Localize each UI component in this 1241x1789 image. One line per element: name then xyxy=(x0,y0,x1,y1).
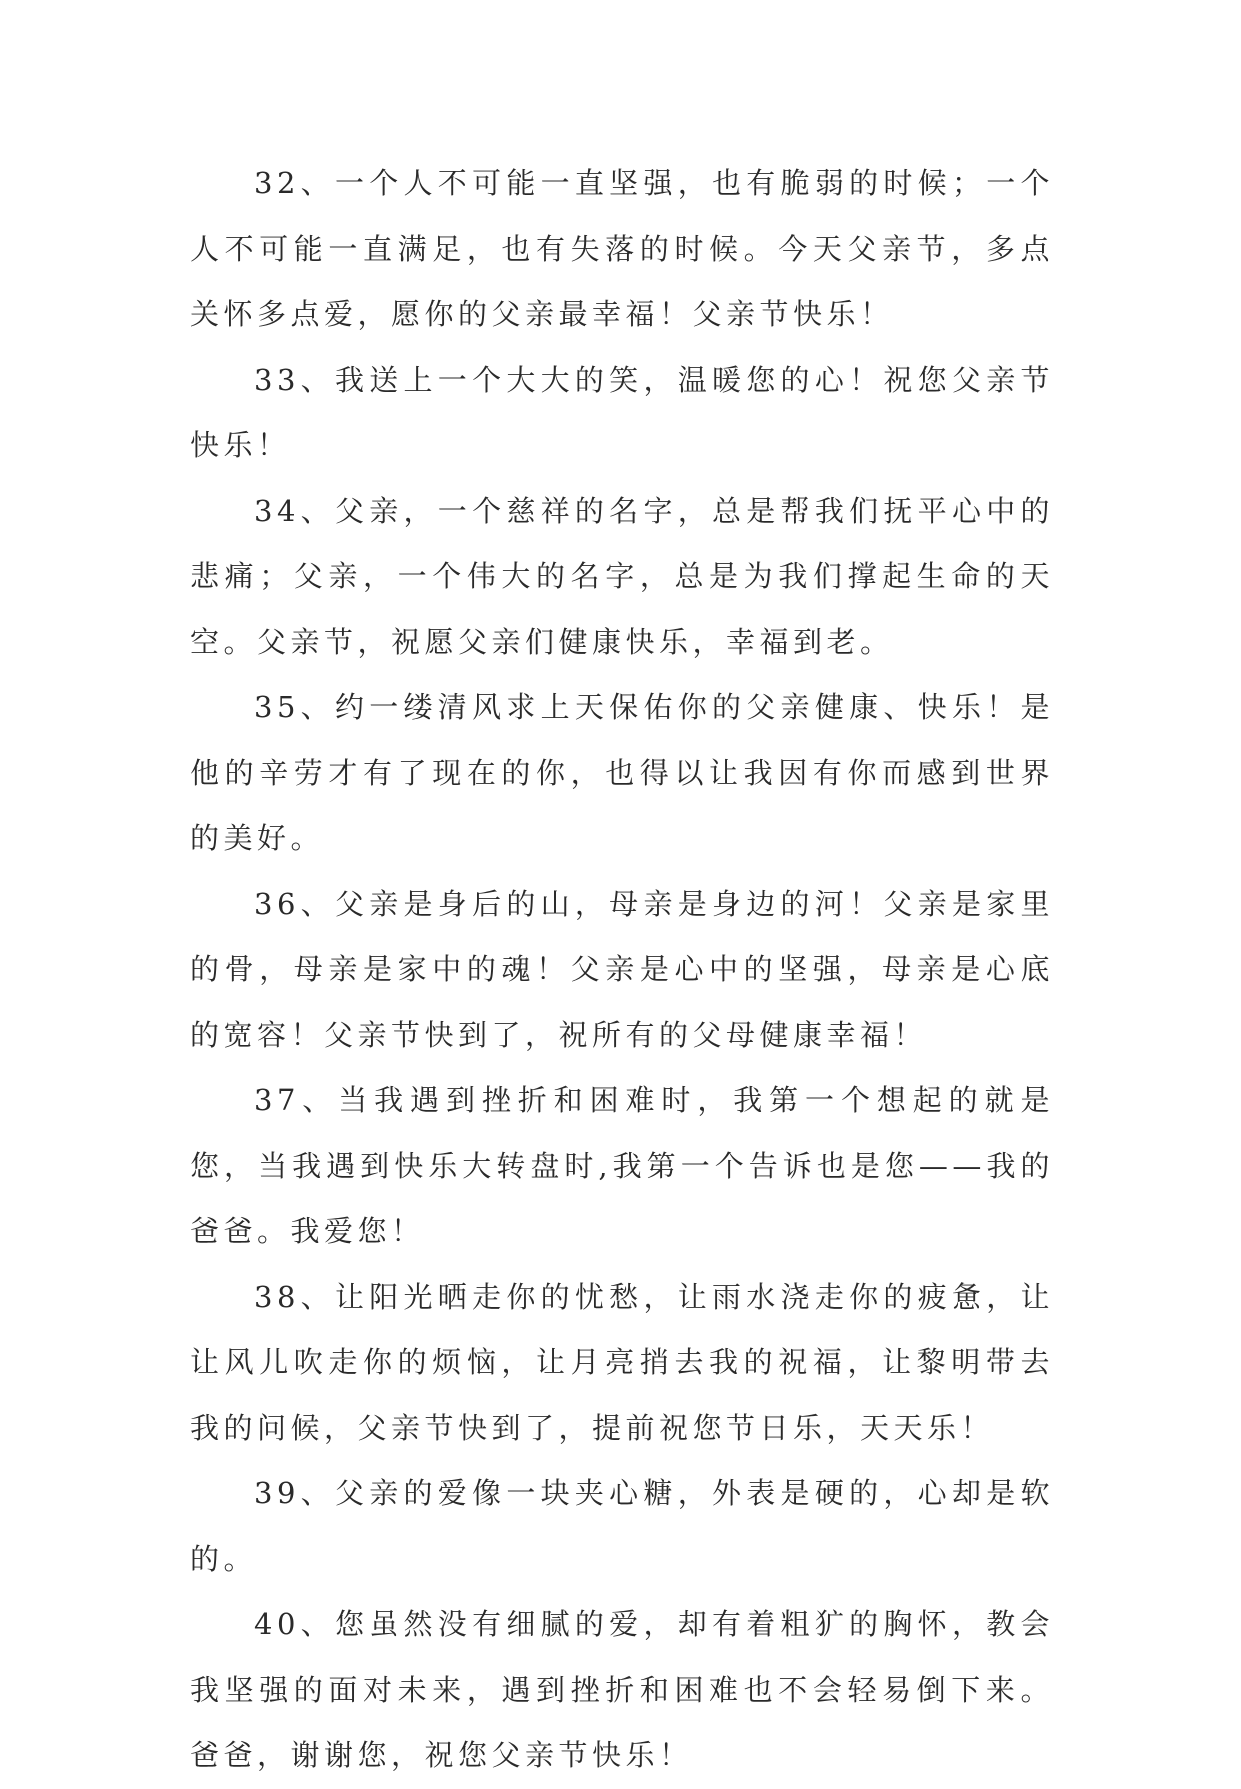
paragraph-35: 35、约一缕清风求上天保佑你的父亲健康、快乐！是他的辛劳才有了现在的你，也得以让我因有你而感到世界的美好。 xyxy=(190,690,1054,855)
paragraph-39: 39、父亲的爱像一块夹心糖，外表是硬的，心却是软的。 xyxy=(190,1476,1054,1576)
document-body xyxy=(190,151,1054,1789)
paragraph-36: 36、父亲是身后的山，母亲是身边的河！父亲是家里的骨，母亲是家中的魂！父亲是心中的坚强，母亲是心底的宽容！父亲节快到了，祝所有的父母健康幸福！ xyxy=(190,886,1054,1052)
paragraph-34: 34、父亲，一个慈祥的名字，总是帮我们抚平心中的悲痛；父亲，一个伟大的名字，总是为我们撑起生命的天空。父亲节，祝愿父亲们健康快乐，幸福到老。 xyxy=(190,493,1054,659)
paragraph-40: 40、您虽然没有细腻的爱，却有着粗犷的胸怀，教会我坚强的面对未来，遇到挫折和困难也不会轻易倒下来。爸爸，谢谢您，祝您父亲节快乐！ xyxy=(190,1607,1054,1772)
paragraph-37: 37、当我遇到挫折和困难时，我第一个想起的就是您，当我遇到快乐大转盘时,我第一个告诉也是您——我的爸爸。我爱您！ xyxy=(190,1083,1054,1248)
paragraph-38: 38、让阳光晒走你的忧愁，让雨水浇走你的疲惫，让让风儿吹走你的烦恼，让月亮捎去我的祝福，让黎明带去我的问候，父亲节快到了，提前祝您节日乐，天天乐！ xyxy=(190,1279,1054,1445)
paragraph-32: 32、一个人不可能一直坚强，也有脆弱的时候；一个人不可能一直满足，也有失落的时候。今天父亲节，多点关怀多点爱，愿你的父亲最幸福！父亲节快乐！ xyxy=(190,166,1054,331)
paragraph-33: 33、我送上一个大大的笑，温暖您的心！祝您父亲节快乐！ xyxy=(190,362,1054,462)
